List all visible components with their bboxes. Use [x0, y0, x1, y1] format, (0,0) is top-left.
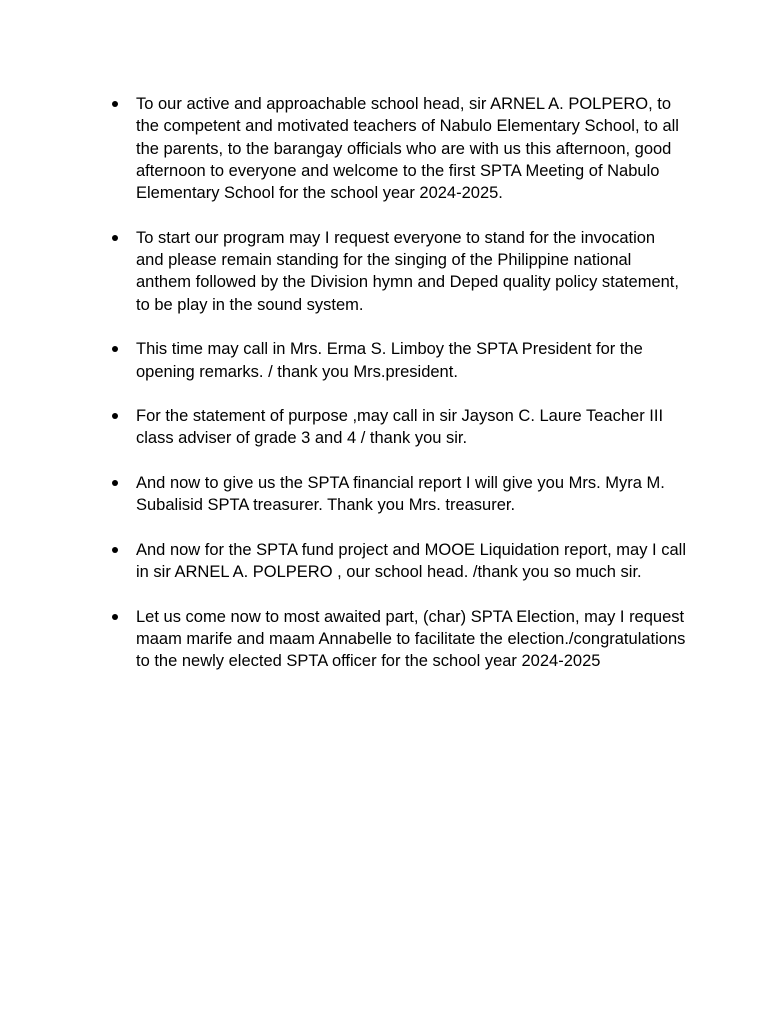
bullet-icon	[112, 101, 118, 107]
list-item-text: To start our program may I request everyone to stand for the invocation and please remain standing for the singing of the Philippine national anthem followed by the Division hymn and Deped quality policy statement, to be play in the sound system.	[136, 228, 679, 314]
bullet-icon	[112, 346, 118, 352]
bullet-icon	[112, 413, 118, 419]
list-item-text: Let us come now to most awaited part, (char) SPTA Election, may I request maam marife and maam Annabelle to facilitate the election./congratulations to the newly elected SPTA officer for the school year 2024-2025	[136, 607, 686, 671]
list-item-text: This time may call in Mrs. Erma S. Limboy the SPTA President for the opening remarks. / thank you Mrs.president.	[136, 340, 643, 381]
program-bullet-list	[108, 93, 686, 695]
list-item	[108, 405, 686, 450]
list-item	[108, 606, 686, 673]
list-item	[108, 227, 686, 316]
bullet-icon	[112, 614, 118, 620]
bullet-icon	[112, 547, 118, 553]
list-item-text: And now to give us the SPTA financial report I will give you Mrs. Myra M. Subalisid SPTA treasurer. Thank you Mrs. treasurer.	[136, 474, 665, 515]
list-item	[108, 93, 686, 204]
list-item	[108, 472, 686, 517]
list-item	[108, 539, 686, 584]
bullet-icon	[112, 480, 118, 486]
list-item	[108, 338, 686, 383]
list-item-text: And now for the SPTA fund project and MOOE Liquidation report, may I call in sir ARNEL A. POLPERO , our school head. /thank you so much sir.	[136, 540, 686, 582]
list-item-text: For the statement of purpose ,may call in sir Jayson C. Laure Teacher III class adviser of grade 3 and 4 / thank you sir.	[136, 407, 664, 448]
bullet-icon	[112, 235, 118, 241]
list-item-text: To our active and approachable school head, sir ARNEL A. POLPERO, to the competent and motivated teachers of Nabulo Elementary School, to all the parents, to the barangay officials who are with us this afternoon, good afternoon to everyone and welcome to the first SPTA Meeting of Nabulo Elementary School for the school year 2024-2025.	[136, 95, 679, 203]
